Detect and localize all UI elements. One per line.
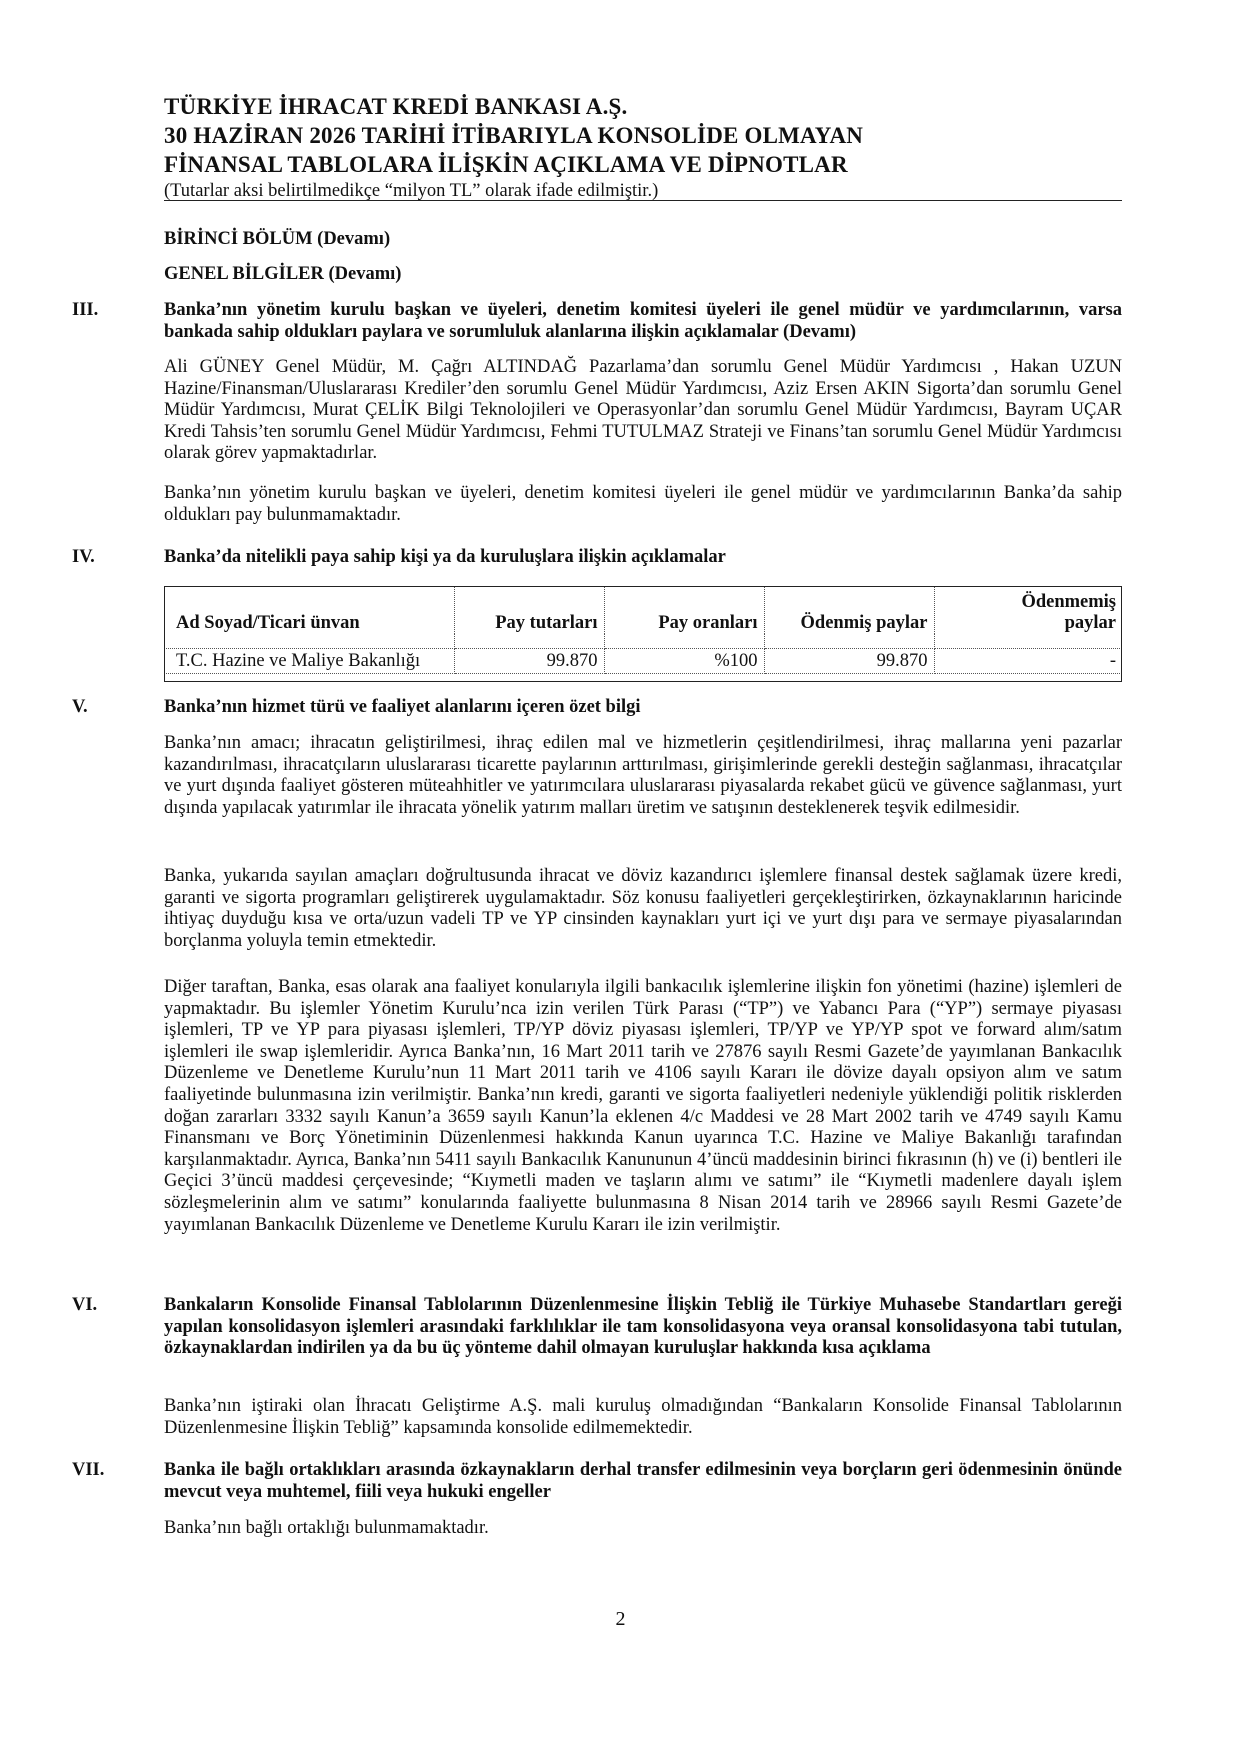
page-number: 2 — [615, 1608, 626, 1630]
shareholder-table — [164, 586, 1122, 674]
section-vii-heading: Banka ile bağlı ortaklıkları arasında özkaynakların derhal transfer edilmesinin veya borçların geri ödenmesinin önünde mevcut veya muhtemel, fiili veya hukuki engeller — [164, 1460, 1122, 1502]
section-number-iv: IV. — [72, 547, 95, 567]
section-iii-paragraph-1: Ali GÜNEY Genel Müdür, M. Çağrı ALTINDAĞ Pazarlama’dan sorumlu Genel Müdür Yardımcısı , Hakan UZUN Hazine/Finansman/Uluslararası Krediler’den sorumlu Genel Müdür Yardımcısı, Aziz Ersen AKIN Sigorta’dan sorumlu Genel Müdür Yardımcısı, Murat ÇELİK Bilgi Teknolojileri ve Operasyonlar’dan sorumlu Genel Müdür Yardımcısı, Bayram UÇAR Kredi Tahsis’ten sorumlu Genel Müdür Yardımcısı, Fehmi TUTULMAZ Strateji ve Finans’tan sorumlu Genel Müdür Yardımcısı olarak görev yapmaktadırlar. — [164, 357, 1122, 464]
cell-unpaid-shares: - — [934, 649, 1122, 674]
section-iv-heading: Banka’da nitelikli paya sahip kişi ya da kuruluşlara ilişkin açıklamalar — [164, 547, 726, 567]
header-paid-shares: Ödenmiş paylar — [764, 586, 934, 634]
section-title: GENEL BİLGİLER (Devamı) — [164, 264, 402, 284]
section-number-vii: VII. — [72, 1460, 105, 1480]
page-header — [164, 92, 1122, 203]
header-divider — [164, 200, 1122, 201]
table-spacer-row — [164, 634, 1122, 649]
table-header-row — [164, 586, 1122, 634]
cell-name: T.C. Hazine ve Maliye Bakanlığı — [164, 649, 454, 674]
header-name: Ad Soyad/Ticari ünvan — [164, 586, 454, 634]
header-share-ratio: Pay oranları — [604, 586, 764, 634]
header-unpaid-line1: Ödenmemiş — [1021, 592, 1116, 612]
section-number-vi: VI. — [72, 1295, 98, 1315]
cell-paid-shares: 99.870 — [764, 649, 934, 674]
section-iii-heading: Banka’nın yönetim kurulu başkan ve üyeleri, denetim komitesi üyeleri ile genel müdür ve yardımcılarının, varsa bankada sahip oldukları paylara ve sorumluluk alanlarına ilişkin açıklamalar (Devamı) — [164, 300, 1122, 342]
header-unpaid-line2: paylar — [1064, 613, 1116, 633]
header-date-line: 30 HAZİRAN 2026 TARİHİ İTİBARIYLA KONSOLİDE OLMAYAN — [164, 123, 864, 148]
section-v-paragraph-1: Banka’nın amacı; ihracatın geliştirilmesi, ihraç edilen mal ve hizmetlerin çeşitlendirilmesi, ihraç mallarına yeni pazarlar kazandırılması, ihracatçıların uluslararası ticarette paylarının arttırılması, girişimlerinde gerekli desteğin sağlanması, ihracatçılar ve yurt dışında faaliyet gösteren müteahhitler ve yatırımcılara uluslararası piyasalarda rekabet gücü ve güvence sağlanması, yurt dışında yapılacak yatırımlar ile ihracata yönelik yatırım malları üretim ve satışının desteklenerek teşvik edilmesidir. — [164, 733, 1122, 818]
header-title-line: FİNANSAL TABLOLARA İLİŞKİN AÇIKLAMA VE DİPNOTLAR — [164, 152, 848, 177]
section-v-paragraph-3: Diğer taraftan, Banka, esas olarak ana faaliyet konularıyla ilgili bankacılık işlemlerine ilişkin fon yönetimi (hazine) işlemleri de yapmaktadır. Bu işlemler Yönetim Kurulu’nca izin verilen Türk Parası (“TP”) ve Yabancı Para (“YP”) sermaye piyasası işlemleri, TP ve YP para piyasası işlemleri, TP/YP döviz piyasası işlemleri, TP/YP ve YP/YP spot ve forward alım/satım işlemleri ile swap işlemleridir. Ayrıca Banka’nın, 16 Mart 2011 tarih ve 27876 sayılı Resmi Gazete’de yayımlanan Bankacılık Düzenleme ve Denetleme Kurulu’nun 11 Mart 2011 tarih ve 4106 sayılı Kararı ile dövize dayalı opsiyon alım ve satım faaliyetinde bulunmasına izin verilmiştir. Banka’nın kredi, garanti ve sigorta faaliyetleri nedeniyle yüklendiği politik risklerden doğan zararları 3332 sayılı Kanun’a 3659 sayılı Kanun’la eklenen 4/c Maddesi ve 28 Mart 2002 tarih ve 4749 sayılı Kamu Finansmanı ve Borç Yönetiminin Düzenlenmesi hakkında Kanun uyarınca T.C. Hazine ve Maliye Bakanlığı tarafından karşılanmaktadır. Ayrıca, Banka’nın 5411 sayılı Bankacılık Kanununun 4’üncü maddesinin birinci fıkrasının (h) ve (i) bentleri ile Geçici 3’üncü maddesi çerçevesinde; “Kıymetli maden ve taşların alımı ve satımı” ile “Kıymetli madenlere dayalı işlem sözleşmelerinin alım ve satımı” konularında faaliyette bulunmasına 8 Nisan 2014 tarih ve 28966 sayılı Resmi Gazete’de yayımlanan Bankacılık Düzenleme ve Denetleme Kurulu Kararı ile izin verilmiştir. — [164, 977, 1122, 1235]
section-part-title: BİRİNCİ BÖLÜM (Devamı) — [164, 229, 391, 249]
header-unpaid-shares — [934, 586, 1122, 634]
cell-share-amount: 99.870 — [454, 649, 604, 674]
section-vi-heading: Bankaların Konsolide Finansal Tablolarının Düzenlenmesine İlişkin Tebliğ ile Türkiye Muhasebe Standartları gereği yapılan konsolidasyon işlemleri arasındaki farklılıklar ile tam konsolidasyona veya oransal konsolidasyona tabi tutulan, özkaynaklardan indirilen ya da bu üç yönteme dahil olmayan kuruluşlar hakkında kısa açıklama — [164, 1295, 1122, 1359]
header-bank-name: TÜRKİYE İHRACAT KREDİ BANKASI A.Ş. — [164, 94, 628, 119]
section-number-iii: III. — [72, 300, 99, 320]
table-row — [164, 649, 1122, 674]
header-currency-note: (Tutarlar aksi belirtilmedikçe “milyon TL” olarak ifade edilmiştir.) — [164, 181, 659, 201]
section-iii-paragraph-2: Banka’nın yönetim kurulu başkan ve üyeleri, denetim komitesi üyeleri ile genel müdür ve yardımcılarının Banka’da sahip oldukları pay bulunmamaktadır. — [164, 483, 1122, 525]
cell-share-ratio: %100 — [604, 649, 764, 674]
header-share-amount: Pay tutarları — [454, 586, 604, 634]
section-vi-paragraph-1: Banka’nın iştiraki olan İhracatı Geliştirme A.Ş. mali kuruluş olmadığından “Bankaların Konsolide Finansal Tablolarının Düzenlenmesine İlişkin Tebliğ” kapsamında konsolide edilmemektedir. — [164, 1396, 1122, 1438]
section-vii-paragraph-1: Banka’nın bağlı ortaklığı bulunmamaktadır. — [164, 1518, 489, 1538]
section-v-paragraph-2: Banka, yukarıda sayılan amaçları doğrultusunda ihracat ve döviz kazandırıcı işlemlere finansal destek sağlamak üzere kredi, garanti ve sigorta programları geliştirerek uygulamaktadır. Söz konusu faaliyetleri gerçekleştirirken, özkaynaklarının haricinde ihtiyaç duyduğu kısa ve orta/uzun vadeli TP ve YP cinsinden kaynakları yurt içi ve yurt dışı para ve sermaye piyasalarından borçlanma yoluyla temin etmektedir. — [164, 866, 1122, 951]
section-v-heading: Banka’nın hizmet türü ve faaliyet alanlarını içeren özet bilgi — [164, 697, 641, 717]
section-number-v: V. — [72, 697, 88, 717]
